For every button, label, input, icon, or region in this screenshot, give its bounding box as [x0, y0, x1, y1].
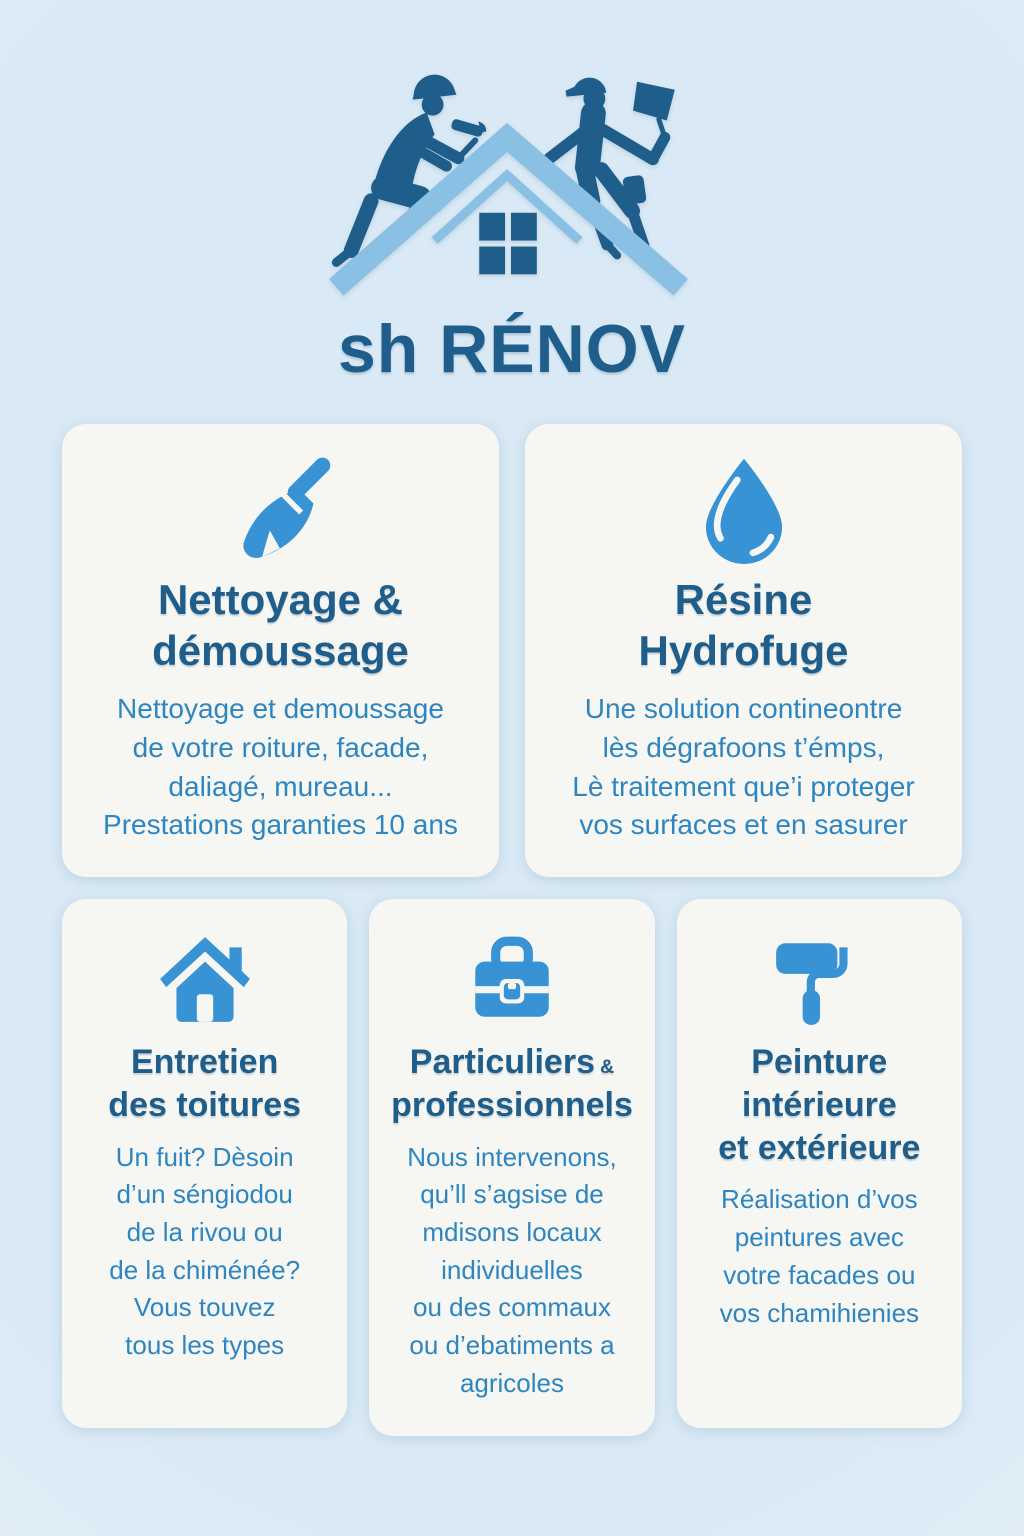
service-card-nettoyage-demoussage — [62, 424, 499, 877]
card-title: Entretien des toitures — [108, 1043, 302, 1124]
logo — [62, 56, 962, 388]
water-drop-icon — [553, 452, 934, 564]
window-icon — [479, 213, 537, 275]
card-title: Résine Hydrofuge — [638, 576, 849, 675]
ampersand-small: & — [599, 1056, 615, 1078]
card-title: Particuliers & professionnels — [391, 1043, 633, 1124]
card-body: Réalisation d’vos peintures avec votre facades ou vos chamihienies — [719, 1184, 920, 1328]
service-card-particuliers-professionnels — [369, 899, 654, 1436]
paint-roller-icon — [692, 929, 947, 1031]
logo-graphic — [322, 56, 702, 314]
house-icon — [77, 929, 332, 1031]
card-body: Un fuit? Dèsoin d’un séngiodou de la rivou ou de la chiménée? Vous touvez tous les types — [109, 1141, 301, 1361]
service-card-entretien-toitures — [62, 899, 347, 1428]
broom-icon — [90, 452, 471, 564]
service-card-resine-hydrofuge — [525, 424, 962, 877]
card-title: Nettoyage & démoussage — [152, 576, 409, 675]
card-title: Peinture intérieure et extérieure — [718, 1043, 921, 1167]
briefcase-icon — [384, 929, 639, 1031]
logo-title: sh RÉNOV — [337, 311, 687, 387]
card-body: Nous intervenons, qu’ll s’agsise de mdisons locaux individuelles ou des commaux ou d’ebatiments a agricoles — [407, 1141, 617, 1398]
services-row-2 — [62, 899, 962, 1436]
card-body: Une solution contineontre lès dégrafoons t’émps, Lè traitement que’i proteger vos surfaces et en sasurer — [572, 693, 915, 841]
services-row-1 — [62, 424, 962, 877]
service-card-peinture-interieure-exterieure — [677, 899, 962, 1428]
card-body: Nettoyage et demoussage de votre roiture, facade, daliagé, mureau... Prestations garanties 10 ans — [103, 693, 458, 841]
